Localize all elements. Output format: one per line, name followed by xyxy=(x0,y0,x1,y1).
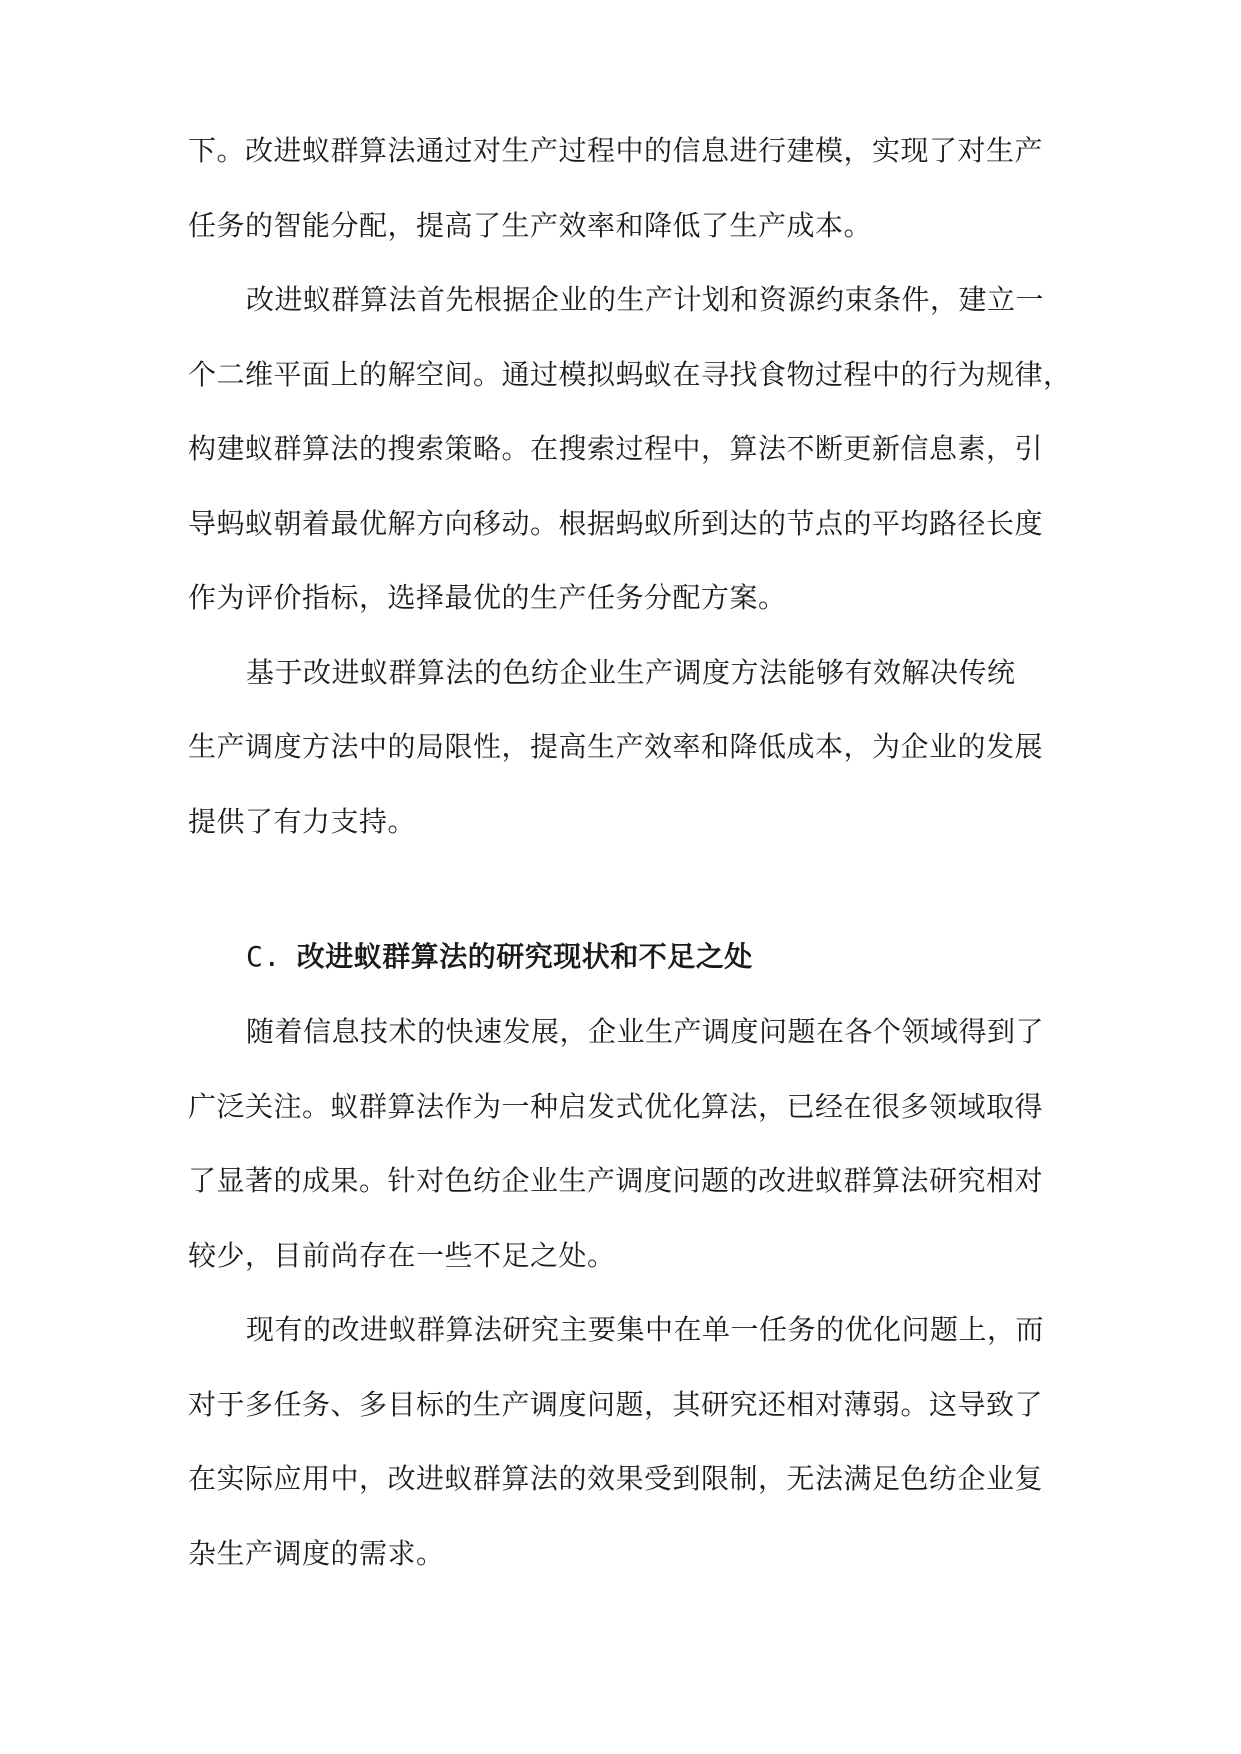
paragraph-line: 任务的智能分配，提高了生产效率和降低了生产成本。 xyxy=(188,208,873,242)
paragraph-line: 导蚂蚁朝着最优解方向移动。根据蚂蚁所到达的节点的平均路径长度 xyxy=(188,506,1044,540)
section-title: 改进蚁群算法的研究现状和不足之处 xyxy=(296,940,753,973)
paragraph-1 xyxy=(188,114,1050,263)
paragraph-line: 现有的改进蚁群算法研究主要集中在单一任务的优化问题上，而 xyxy=(246,1313,1045,1346)
paragraph-line: 了显著的成果。针对色纺企业生产调度问题的改进蚁群算法研究相对 xyxy=(188,1164,1044,1197)
paragraph-4 xyxy=(188,995,1050,1293)
paragraph-line: 改进蚁群算法首先根据企业的生产计划和资源约束条件，建立一 xyxy=(246,283,1045,316)
section-heading-line xyxy=(188,920,1050,995)
paragraph-line: 基于改进蚁群算法的色纺企业生产调度方法能够有效解决传统 xyxy=(246,655,1016,689)
paragraph-line: 对于多任务、多目标的生产调度问题，其研究还相对薄弱。这导致了 xyxy=(188,1387,1044,1421)
paragraph-line: 下。改进蚁群算法通过对生产过程中的信息进行建模，实现了对生产 xyxy=(188,134,1044,167)
paragraph-line: 提供了有力支持。 xyxy=(188,804,417,838)
paragraph-line: 较少，目前尚存在一些不足之处。 xyxy=(188,1238,616,1272)
paragraph-line: 构建蚁群算法的搜索策略。在搜索过程中，算法不断更新信息素，引 xyxy=(188,432,1044,465)
body-text-lower xyxy=(188,995,1050,1591)
paragraph-line: 个二维平面上的解空间。通过模拟蚂蚁在寻找食物过程中的行为规律， xyxy=(188,357,1072,391)
section-heading xyxy=(188,920,1050,995)
paragraph-5 xyxy=(188,1293,1050,1591)
paragraph-line: 生产调度方法中的局限性，提高生产效率和降低成本，为企业的发展 xyxy=(188,730,1044,763)
paragraph-line: 在实际应用中，改进蚁群算法的效果受到限制，无法满足色纺企业复 xyxy=(188,1462,1044,1495)
body-text-upper xyxy=(188,114,1072,859)
paragraph-line: 随着信息技术的快速发展，企业生产调度问题在各个领域得到了 xyxy=(246,1015,1045,1048)
section-marker: C. xyxy=(246,940,281,973)
paragraph-line: 杂生产调度的需求。 xyxy=(188,1536,445,1570)
paragraph-line: 广泛关注。蚁群算法作为一种启发式优化算法，已经在很多领域取得 xyxy=(188,1089,1044,1123)
paragraph-line: 作为评价指标，选择最优的生产任务分配方案。 xyxy=(188,581,787,614)
paragraph-2 xyxy=(188,263,1072,636)
paragraph-3 xyxy=(188,636,1050,860)
